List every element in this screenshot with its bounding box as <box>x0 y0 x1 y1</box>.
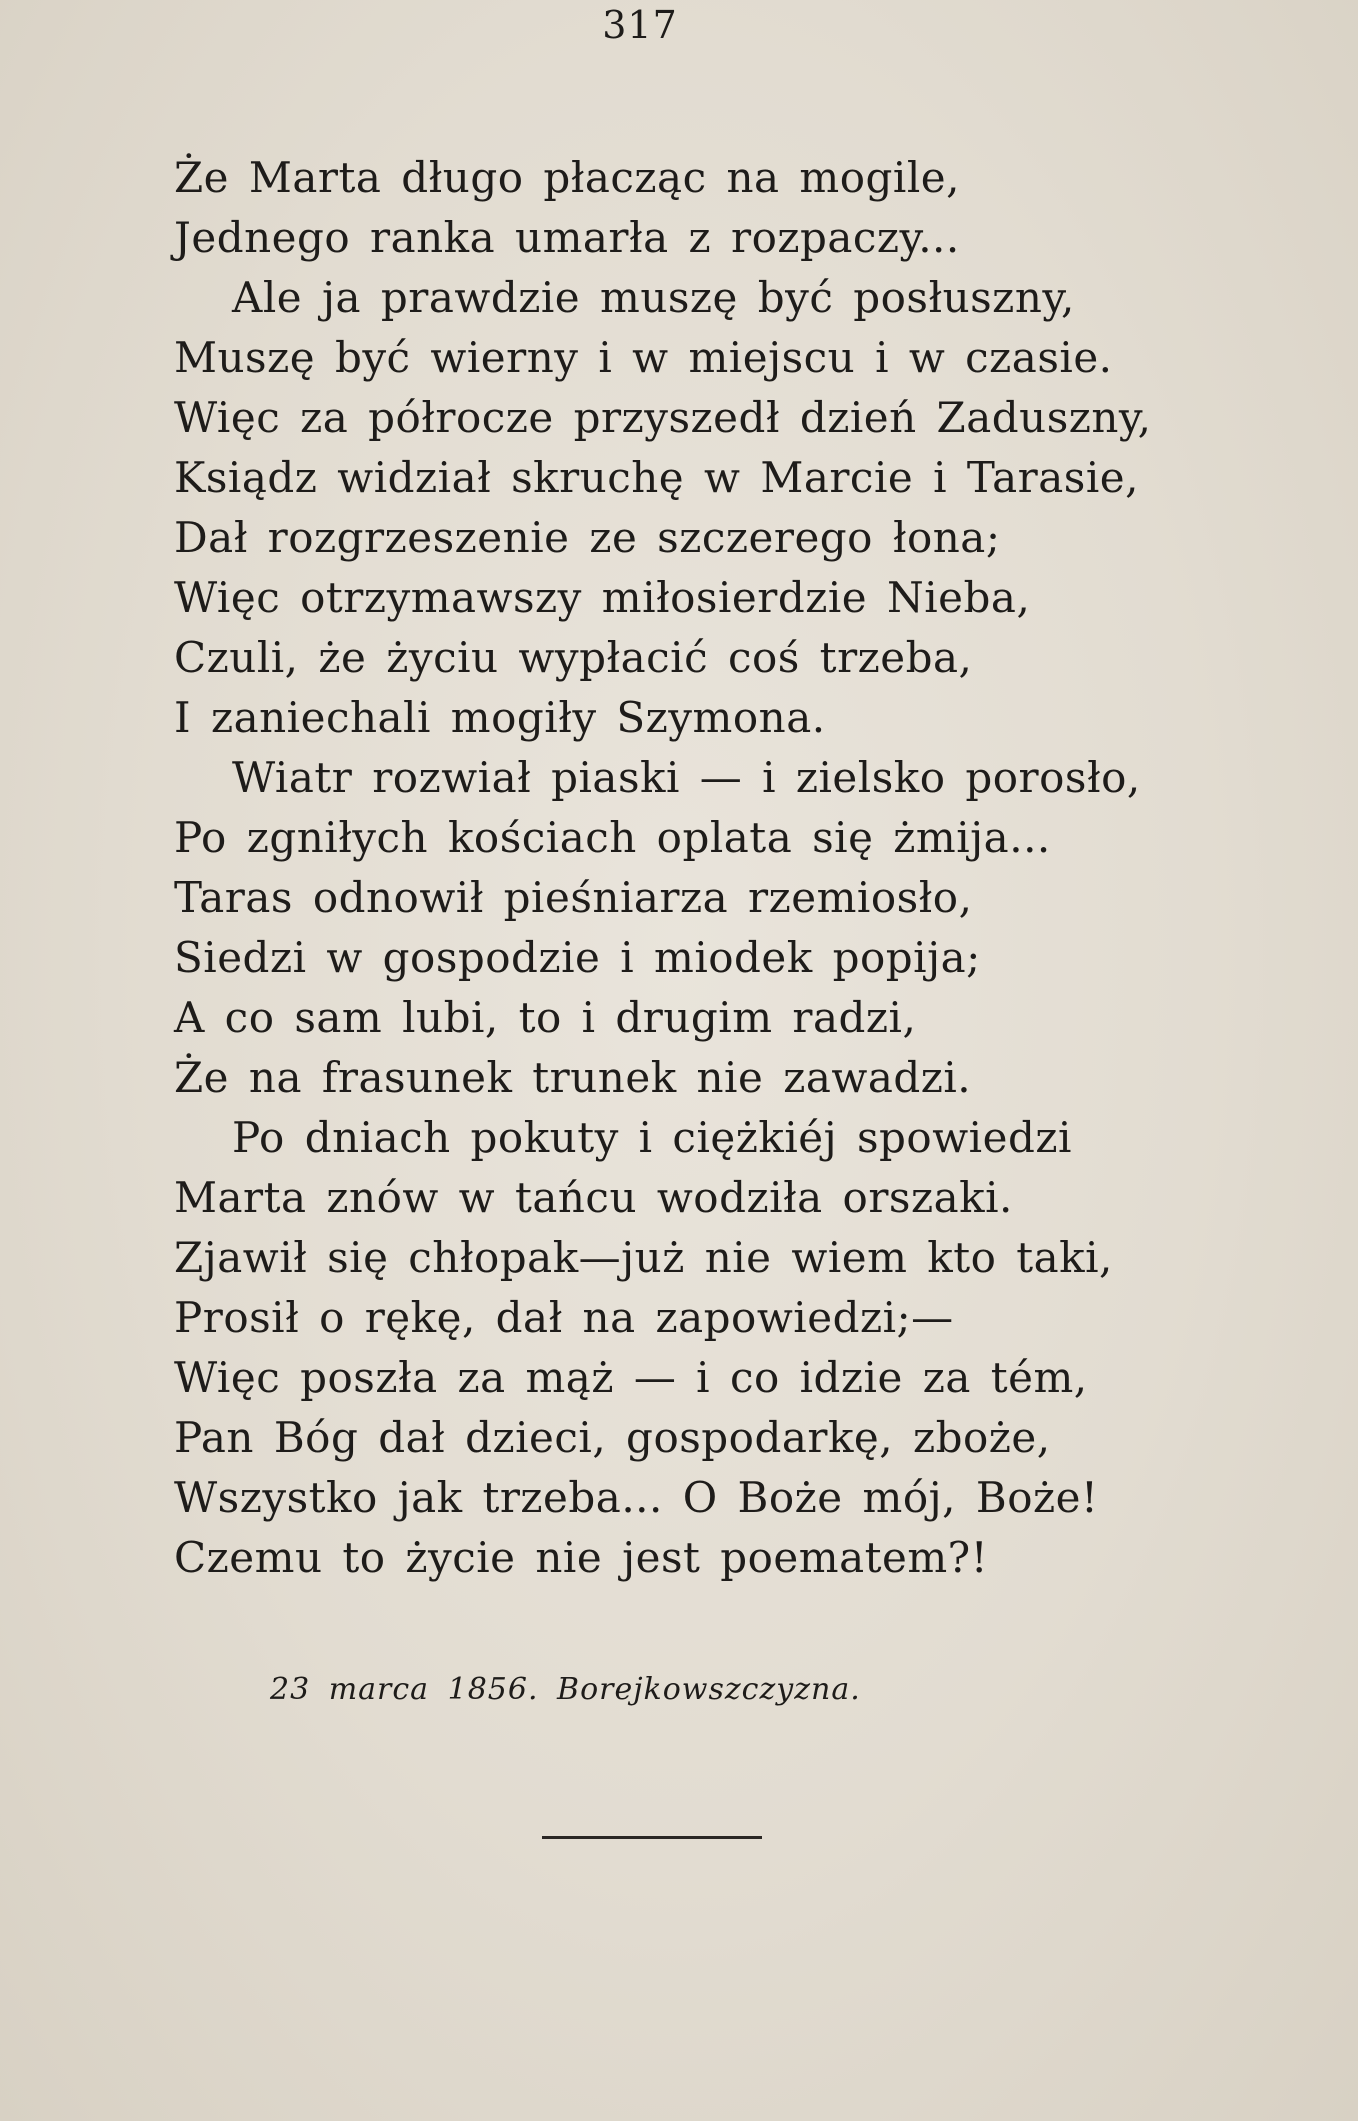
poem-line: Wiatr rozwiał piaski — i zielsko porosło, <box>232 753 1141 802</box>
poem-line: Ksiądz widział skruchę w Marcie i Tarasie, <box>174 453 1139 502</box>
poem-line: Wszystko jak trzeba... O Boże mój, Boże! <box>174 1473 1099 1522</box>
poem-line: A co sam lubi, to i drugim radzi, <box>174 993 917 1042</box>
poem-line: Taras odnowił pieśniarza rzemiosło, <box>174 873 973 922</box>
poem-line: Że Marta długo płacząc na mogile, <box>174 153 960 202</box>
poem-line: Więc otrzymawszy miłosierdzie Nieba, <box>174 573 1031 622</box>
poem-line: Muszę być wierny i w miejscu i w czasie. <box>174 333 1113 382</box>
poem-line: Czemu to życie nie jest poematem?! <box>174 1533 989 1582</box>
poem-line: Więc za półrocze przyszedł dzień Zaduszny, <box>174 393 1152 442</box>
poem-line: Ale ja prawdzie muszę być posłuszny, <box>232 273 1075 322</box>
poem-line: Dał rozgrzeszenie ze szczerego łona; <box>174 513 1001 562</box>
poem-line: Jednego ranka umarła z rozpaczy... <box>174 213 960 262</box>
page-number: 317 <box>602 3 678 47</box>
poem-line: Marta znów w tańcu wodziła orszaki. <box>174 1173 1013 1222</box>
poem-line: Że na frasunek trunek nie zawadzi. <box>174 1053 972 1102</box>
poem-line: Więc poszła za mąż — i co idzie za tém, <box>174 1353 1088 1402</box>
poem-line: Siedzi w gospodzie i miodek popija; <box>174 933 981 982</box>
poem-line: I zaniechali mogiły Szymona. <box>174 693 826 742</box>
poem-line: Zjawił się chłopak—już nie wiem kto taki, <box>174 1233 1113 1282</box>
poem-line: Po dniach pokuty i ciężkiéj spowiedzi <box>232 1113 1072 1162</box>
poem-line: Pan Bóg dał dzieci, gospodarkę, zboże, <box>174 1413 1051 1462</box>
poem-line: Czuli, że życiu wypłacić coś trzeba, <box>174 633 973 682</box>
poem-text <box>174 148 1174 1588</box>
poem-line: Po zgniłych kościach oplata się żmija... <box>174 813 1051 862</box>
date-place-signature: 23 marca 1856. Borejkowszczyzna. <box>270 1672 861 1707</box>
poem-line: Prosił o rękę, dał na zapowiedzi;— <box>174 1293 954 1342</box>
end-rule-divider <box>542 1836 762 1839</box>
